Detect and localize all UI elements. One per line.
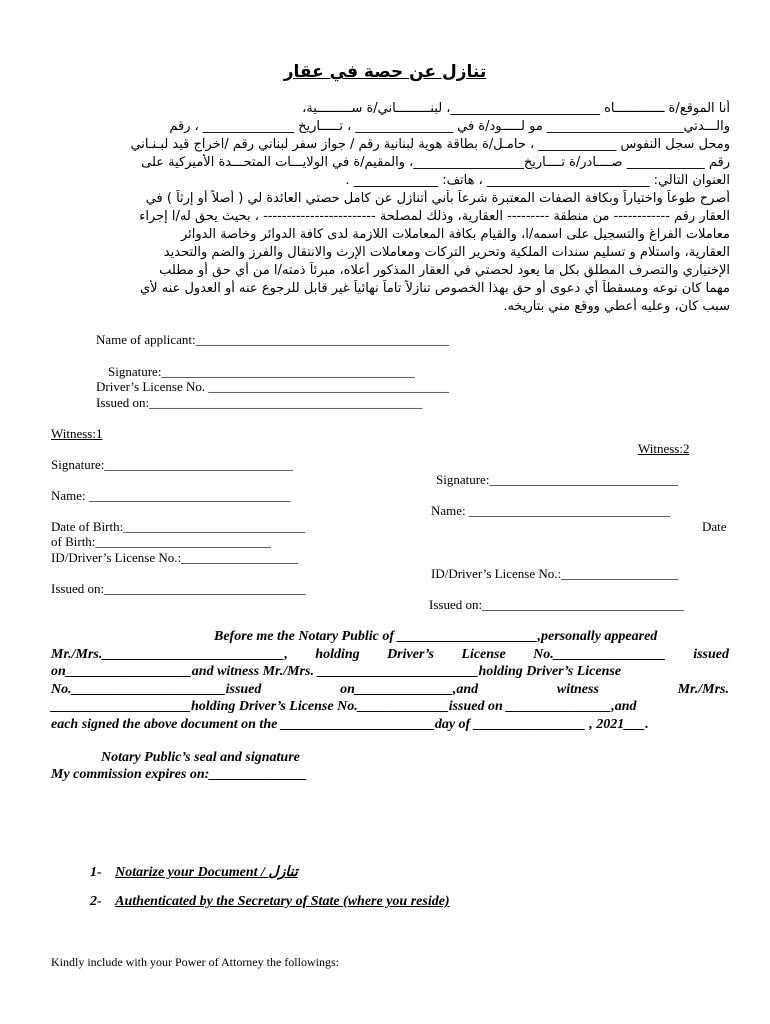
- notary-line: [51, 646, 729, 664]
- step-notarize: [90, 864, 298, 881]
- declaration-line: سبب كان، وعليه أعطي ووقع مني بتاريخه.: [503, 299, 730, 314]
- declaration-line: رقم ____________ صــــادر/ة تــــاريخ_________________، والمقيم/ة في الولايـــات المتحـــدة الأميركية على: [141, 155, 730, 170]
- witness2-name-field[interactable]: Name: _______________________________: [431, 503, 671, 518]
- notary-text: holding: [315, 646, 360, 662]
- witness2-date-label: Date: [702, 519, 727, 534]
- notary-text: ____________________holding Driver’s License No._____________issued on _______________,and: [51, 699, 637, 714]
- notary-text: on__________________and witness Mr./Mrs. _______________________holding Driver’s License: [51, 664, 622, 679]
- witness2-signature-field[interactable]: Signature:_____________________________: [436, 472, 678, 487]
- notary-text: witness: [556, 681, 599, 697]
- document-title: تنازل عن حصة في عقار: [283, 62, 487, 82]
- notary-text: Mr./Mrs.__________________________,: [51, 646, 288, 662]
- notary-text: No.______________________issued: [51, 681, 262, 697]
- step-text: Notarize your Document / تنازل: [115, 865, 298, 880]
- applicant-license-field[interactable]: Driver’s License No. _____________________________________: [96, 379, 449, 394]
- footer-note: Kindly include with your Power of Attorney the followings:: [51, 955, 339, 969]
- notary-text: issued: [693, 646, 729, 662]
- commission-expiry-field[interactable]: My commission expires on:______________: [51, 767, 308, 782]
- witness1-label: Witness:1: [51, 426, 103, 441]
- applicant-issued-field[interactable]: Issued on:__________________________________________: [96, 395, 423, 410]
- notary-text: on______________,and: [340, 681, 479, 697]
- notary-line: [51, 681, 729, 699]
- step-number: 2-: [90, 894, 102, 909]
- applicant-name-field[interactable]: Name of applicant:_______________________________________: [96, 332, 450, 347]
- notary-text: License: [461, 646, 506, 662]
- declaration-line: والـــدتي_____________________ مو لـــــود/ة في _______________ ، تـــــاريخ ______________ ، رقم: [169, 119, 730, 134]
- step-authenticate: [90, 894, 450, 910]
- declaration-line: أنا الموقع/ة ـــــــــــــاه _______________________، لبنـــــــــاني/ة ســـــــــية،: [302, 101, 730, 116]
- witness2-label: Witness:2: [638, 441, 690, 456]
- step-text: Authenticated by the Secretary of State (where you reside): [115, 894, 450, 909]
- arabic-declaration: [40, 100, 730, 316]
- notary-line: [51, 628, 729, 646]
- declaration-line: أصرح طوعاً واختياراً وبكافة الصفات المعتبرة شرعاً بأني أتنازل عن كامل حصتي العائدة لي ( أصلاً أو إرثاً ) في: [145, 191, 730, 206]
- notary-text: Mr./Mrs.: [677, 681, 729, 697]
- witness1-issued-field[interactable]: Issued on:_______________________________: [51, 581, 306, 596]
- notary-text: each signed the above document on the ______________________day of ________________ , 2021___.: [51, 716, 649, 732]
- declaration-line: العقارية، واستلام و تسليم سندات الملكية وتحرير التركات ومعاملات الإرث والانتقال والفرز والضم والتحديد: [163, 245, 730, 260]
- witness1-dob-overflow: of Birth:___________________________: [51, 534, 271, 549]
- step-number: 1-: [90, 865, 102, 880]
- notary-paragraph: [51, 628, 729, 733]
- witness2-issued-field[interactable]: Issued on:_______________________________: [429, 597, 684, 612]
- witness1-name-field[interactable]: Name: _______________________________: [51, 488, 291, 503]
- notary-seal-label: Notary Public’s seal and signature: [101, 750, 300, 765]
- declaration-line: العقار رقم ------------ من منطقة --------- العقارية، وذلك لمصلحة ------------------------ ، بحيث يحق له/ا إجراء: [139, 209, 730, 224]
- witness1-dob-field[interactable]: Date of Birth:____________________________: [51, 519, 306, 534]
- declaration-line: الإختياري والتصرف المطلق بكل ما يعود لحصتي في العقار المذكور أعلاه، مبرئاً ذمته/ا من أي حق أو مطلب: [159, 263, 730, 278]
- witness1-id-field[interactable]: ID/Driver’s License No.:__________________: [51, 550, 299, 565]
- witness1-signature-field[interactable]: Signature:_____________________________: [51, 457, 293, 472]
- notary-text: Driver’s: [387, 646, 434, 662]
- applicant-signature-field[interactable]: Signature:_______________________________________: [108, 364, 415, 379]
- notary-text: Before me the Notary Public of ____________________,personally appeared: [214, 629, 658, 644]
- witness2-id-field[interactable]: ID/Driver’s License No.:__________________: [431, 566, 679, 581]
- notary-text: No.________________: [533, 646, 666, 662]
- notary-line: [51, 716, 729, 734]
- declaration-line: العنوان التالي: _________________________ ، هاتف: _____________ .: [345, 173, 730, 188]
- declaration-line: معاملات الفراغ والتسجيل على اسمه/ا، والقيام بكافة المعاملات اللازمة لدى كافة الدوائر وخاصة الدوائر: [180, 227, 730, 242]
- declaration-line: ومحل سجل النفوس ____________ ، حامـل/ة بطاقة هوية لبنانية رقم / جواز سفر لبناني رقم /اخراج قيد لبـنـاني: [130, 137, 730, 152]
- notary-line: [51, 698, 729, 716]
- notary-line: [51, 663, 729, 681]
- declaration-line: مهما كان نوعه ومسقطاً أي دعوى أو حق بهذا الخصوص تنازلاً تاماً نهائياً غير قابل للرجوع عنه أو العدول عنه لأي: [139, 281, 730, 296]
